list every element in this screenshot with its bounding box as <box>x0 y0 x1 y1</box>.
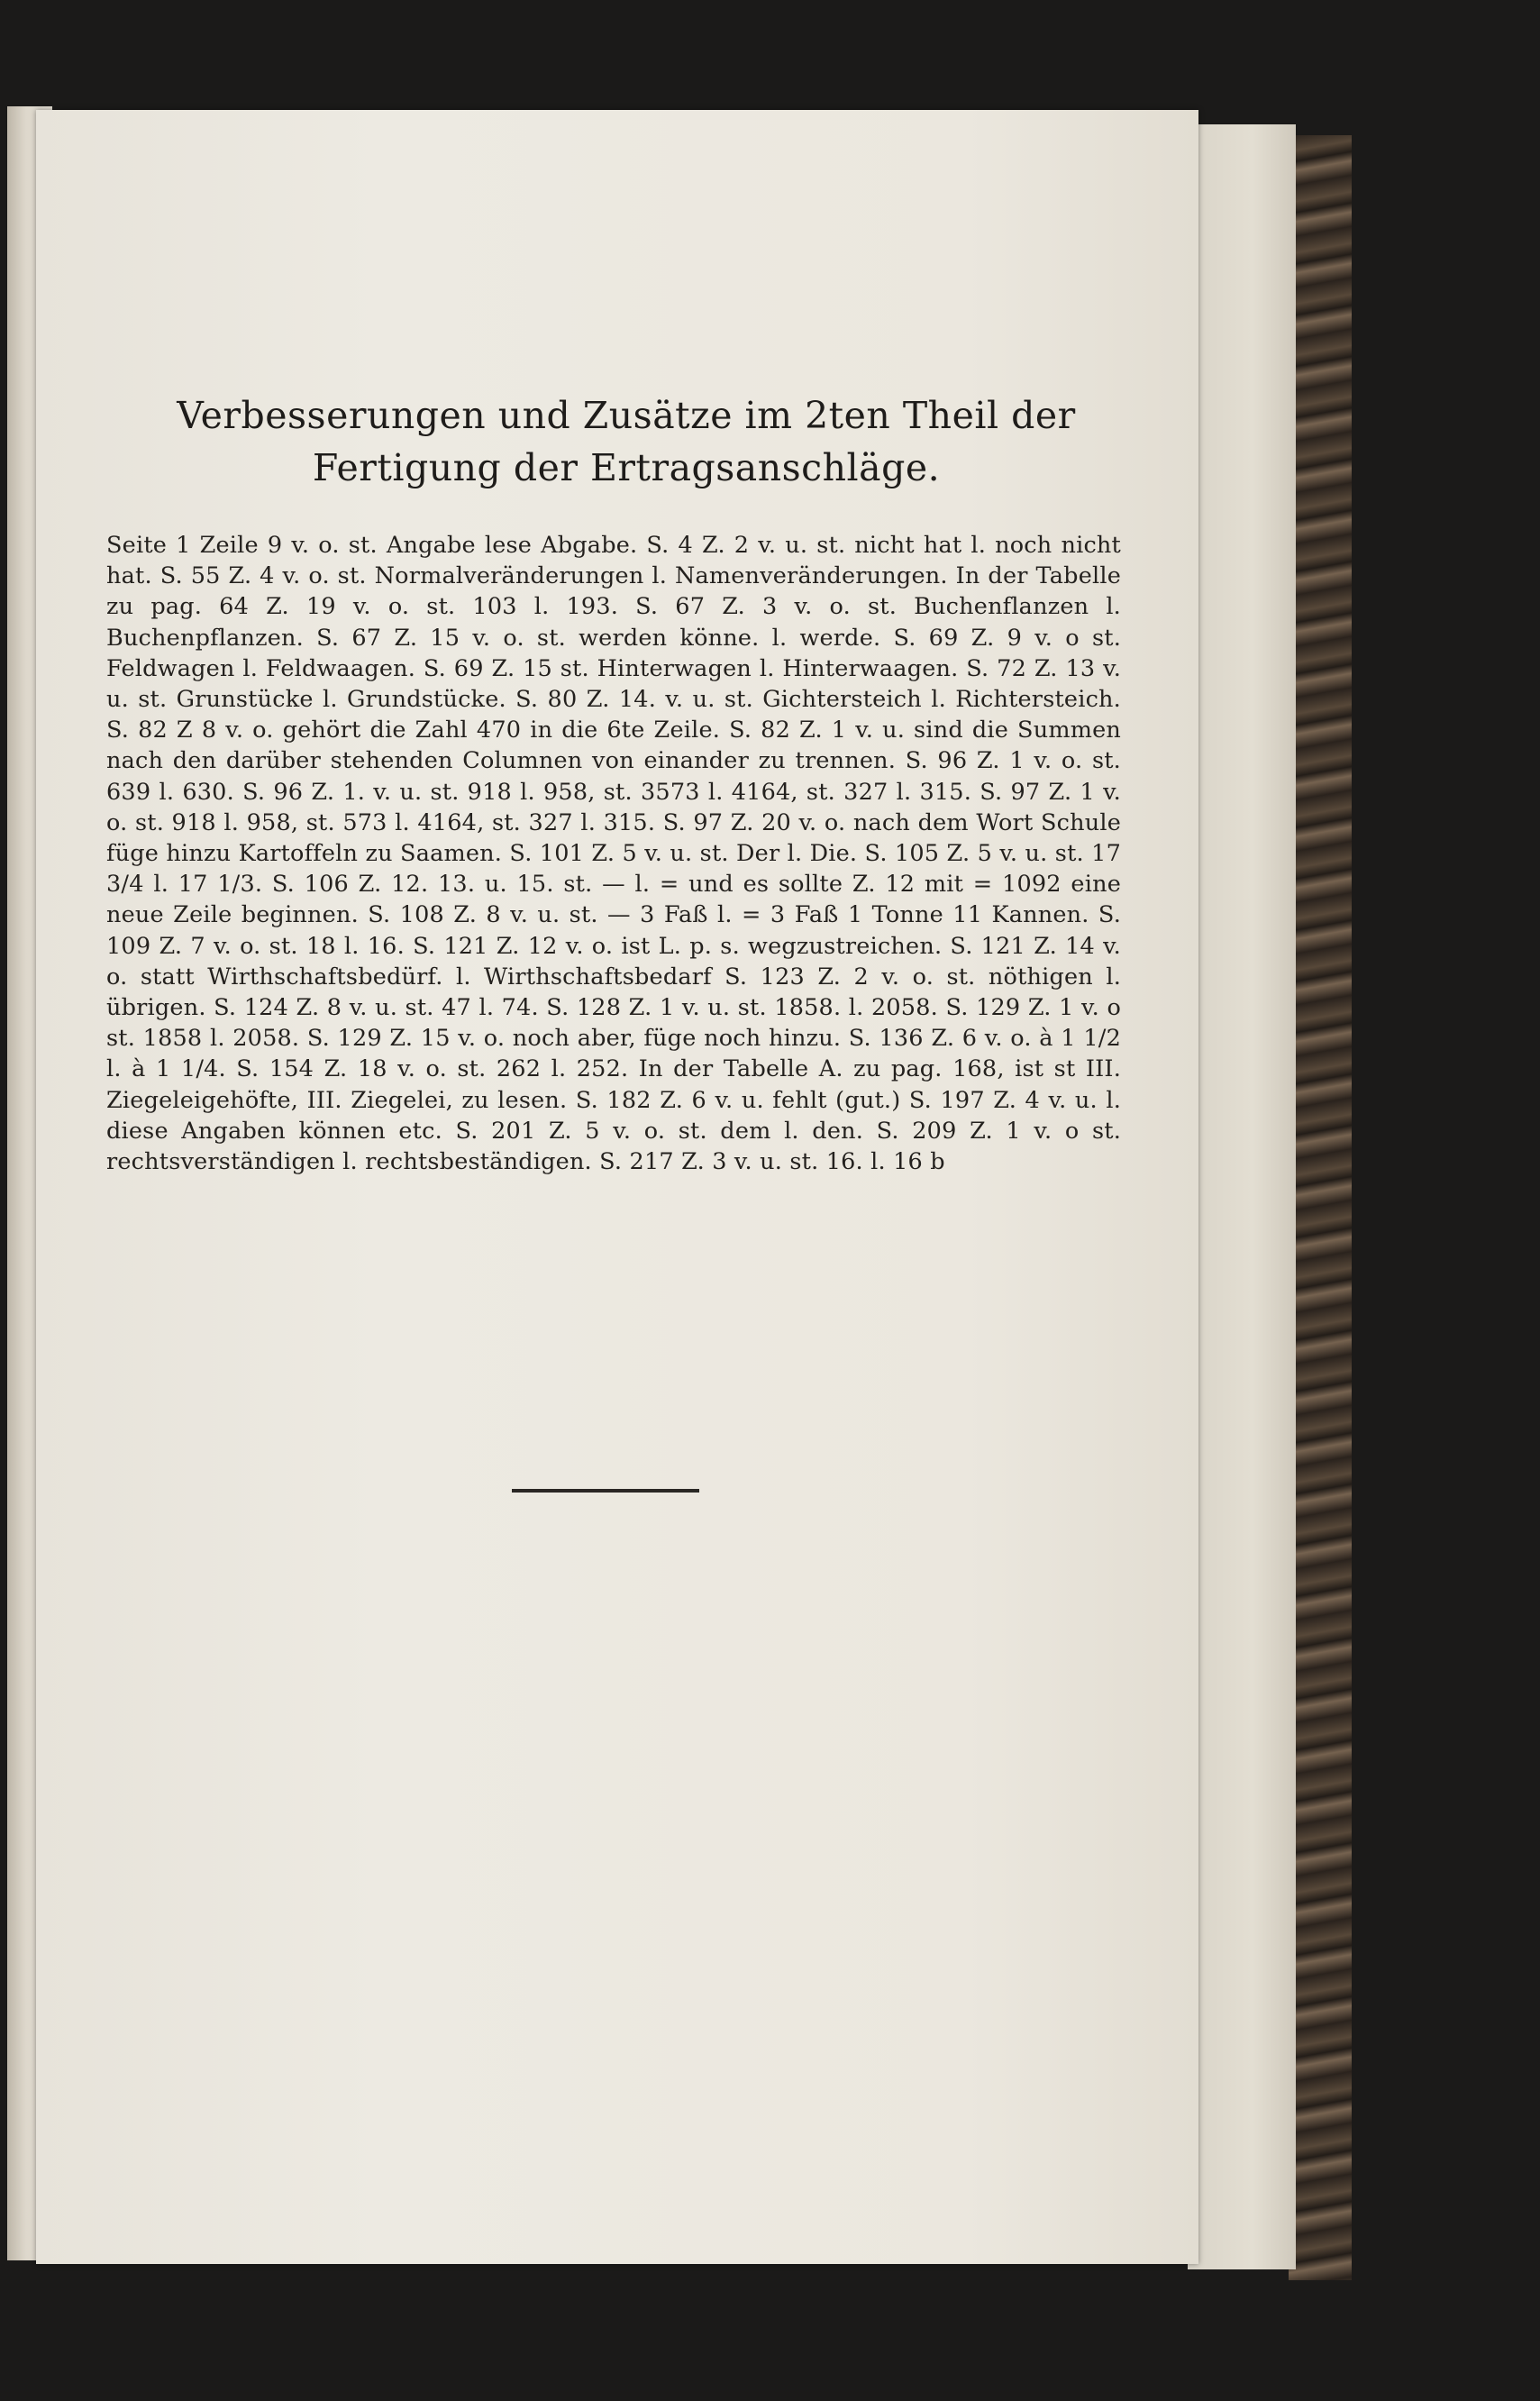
closing-rule <box>512 1489 699 1493</box>
page-title: Verbesserungen und Zusätze im 2ten Theil der Fertigung der Ertragsanschläge. <box>177 394 1076 489</box>
page-stack-edge <box>1188 124 1296 2269</box>
errata-text: Seite 1 Zeile 9 v. o. st. Angabe lese Abgabe. S. 4 Z. 2 v. u. st. nicht hat l. noch nicht hat. S. 55 Z. 4 v. o. st. Normalveränderungen l. Namenveränderungen. In der Tabelle zu pag. 64 Z. 19 v. o. st. 103 l. 193. S. 67 Z. 3 v. o. st. Buchenflanzen l. Buchenpflanzen. S. 67 Z. 15 v. o. st. werden könne. l. werde. S. 69 Z. 9 v. o st. Feldwagen l. Feldwaagen. S. 69 Z. 15 st. Hinterwagen l. Hinterwaagen. S. 72 Z. 13 v. u. st. Grunstücke l. Grundstücke. S. 80 Z. 14. v. u. st. Gichtersteich l. Richtersteich. S. 82 Z 8 v. o. gehört die Zahl 470 in die 6te Zeile. S. 82 Z. 1 v. u. sind die Summen nach den darüber stehenden Columnen von einander zu trennen. S. 96 Z. 1 v. o. st. 639 l. 630. S. 96 Z. 1. v. u. st. 918 l. 958, st. 3573 l. 4164, st. 327 l. 315. S. 97 Z. 1 v. o. st. 918 l. 958, st. 573 l. 4164, st. 327 l. 315. S. 97 Z. 20 v. o. nach dem Wort Schule füge hinzu Kartoffeln zu Saamen. S. 101 Z. 5 v. u. st. Der l. Die. S. 105 Z. 5 v. u. st. 17 3/4 l. 17 1/3. S. 106 Z. 12. 13. u. 15. st. — l. = und es sollte Z. 12 mit = 1092 eine neue Zeile beginnen. S. 108 Z. 8 v. u. st. — 3 Faß l. = 3 Faß 1 Tonne 11 Kannen. S. 109 Z. 7 v. o. st. 18 l. 16. S. 121 Z. 12 v. o. ist L. p. s. wegzustreichen. S. 121 Z. 14 v. o. statt Wirthschaftsbedürf. l. Wirthschaftsbedarf S. 123 Z. 2 v. o. st. nöthigen l. übrigen. S. 124 Z. 8 v. u. st. 47 l. 74. S. 128 Z. 1 v. u. st. 1858. l. 2058. S. 129 Z. 1 v. o st. 1858 l. 2058. S. 129 Z. 15 v. o. noch aber, füge noch hinzu. S. 136 Z. 6 v. o. à 1 1/2 l. à 1 1/4. S. 154 Z. 18 v. o. st. 262 l. 252. In der Tabelle A. zu pag. 168, ist st III. Ziegeleigehöfte, III. Ziegelei, zu lesen. S. 182 Z. 6 v. u. fehlt (gut.) S. 197 Z. 4 v. u. l. diese Angaben können etc. S. 201 Z. 5 v. o. st. dem l. den. S. 209 Z. 1 v. o st. rechtsverständigen l. rechtsbeständigen. S. 217 Z. 3 v. u. st. 16. l. 16 b <box>106 532 1121 1176</box>
book-cover-marbled <box>1289 135 1352 2280</box>
